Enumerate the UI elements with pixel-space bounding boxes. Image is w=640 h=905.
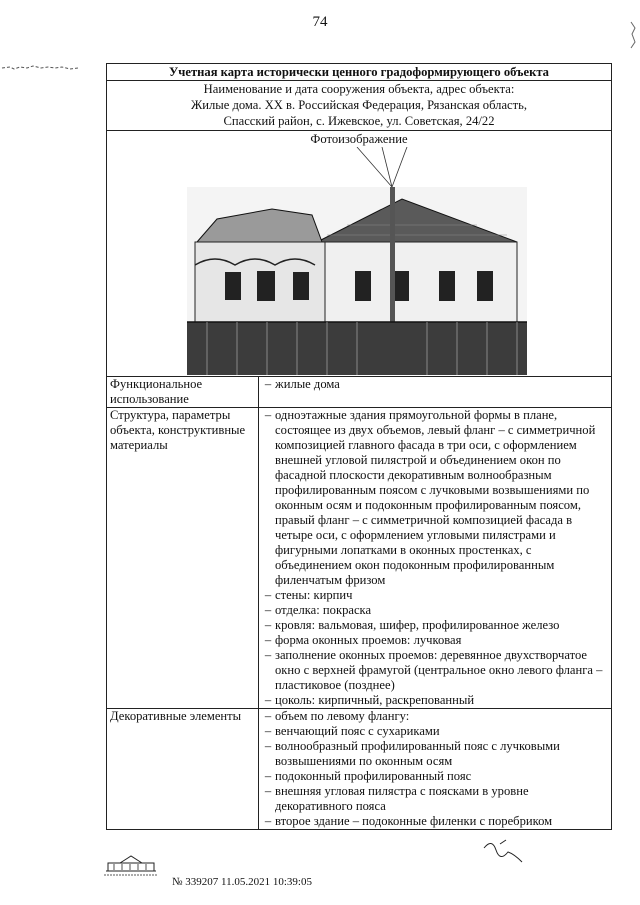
list-item: – одноэтажные здания прямоугольной формы в плане, состоящее из двух объемов, левый фланг – с симметричной композицией главного фасада в три оси, с оформлением внешней угловой пилястрой и объединением окон по фасадной плоскости декоративным волнообразным профилированным поясом с лучковыми возвышениями по оконным осям и подоконным профилированным поясом, правый фланг – с симметричной композицией фасада в четыре оси, с оформлением угловыми пилястрами и фигурными лопатками в оконных простенках, с объединением окон подоконным профилированным филенчатым фризом xyxy=(264,408,596,587)
scan-artifact-scribble xyxy=(0,60,80,74)
registration-card xyxy=(106,63,612,830)
row-value xyxy=(259,408,611,708)
object-name-line: Жилые дома. XX в. Российская Федерация, Рязанская область, xyxy=(190,98,528,112)
object-name-line: Наименование и дата сооружения объекта, адрес объекта: xyxy=(203,82,515,96)
row-label: Декоративные элементы xyxy=(107,709,259,829)
row-label: Структура, параметры объекта, конструктивные материалы xyxy=(107,408,259,708)
list-item: – внешняя угловая пилястра с поясками в уровне декоративного пояса xyxy=(264,784,529,813)
row-value xyxy=(259,709,611,829)
table-row-decorative xyxy=(107,709,611,829)
list-item: – объем по левому флангу: xyxy=(264,709,410,723)
card-title: Учетная карта исторически ценного градоформирующего объекта xyxy=(107,64,611,81)
row-label: Функциональное использование xyxy=(107,377,259,407)
table-row-structure xyxy=(107,408,611,709)
government-building-stamp-icon xyxy=(100,853,162,879)
handwritten-signature xyxy=(478,836,528,866)
table-row-function xyxy=(107,377,611,408)
object-name-block xyxy=(107,81,611,131)
list-item: – форма оконных проемов: лучковая xyxy=(264,633,462,647)
list-item: – заполнение оконных проемов: деревянное двухстворчатое окно с верхней фрамугой (центральное окно левого фланга – пластиковое (позднее) xyxy=(264,648,603,692)
scan-edge-mark xyxy=(629,20,637,50)
list-item: – кровля: вальмовая, шифер, профилированное железо xyxy=(264,618,560,632)
building-photo xyxy=(187,147,527,375)
list-item: – цоколь: кирпичный, раскрепованный xyxy=(264,693,475,707)
list-item: – стены: кирпич xyxy=(264,588,353,602)
row-value xyxy=(259,377,611,407)
list-item: – подоконный профилированный пояс xyxy=(264,769,472,783)
photo-cell xyxy=(107,131,611,377)
document-registration-number: № 339207 11.05.2021 10:39:05 xyxy=(172,876,312,888)
object-name-line: Спасский район, с. Ижевское, ул. Советская, 24/22 xyxy=(223,114,495,128)
list-item: – отделка: покраска xyxy=(264,603,372,617)
list-item: – жилые дома xyxy=(264,377,340,391)
page-number: 74 xyxy=(312,14,328,30)
list-item: – волнообразный профилированный пояс с лучковыми возвышениями по оконным осям xyxy=(264,739,560,768)
list-item: – венчающий пояс с сухариками xyxy=(264,724,440,738)
list-item: – второе здание – подоконные филенки с поребриком xyxy=(264,814,553,828)
photo-title: Фотоизображение xyxy=(310,132,408,146)
